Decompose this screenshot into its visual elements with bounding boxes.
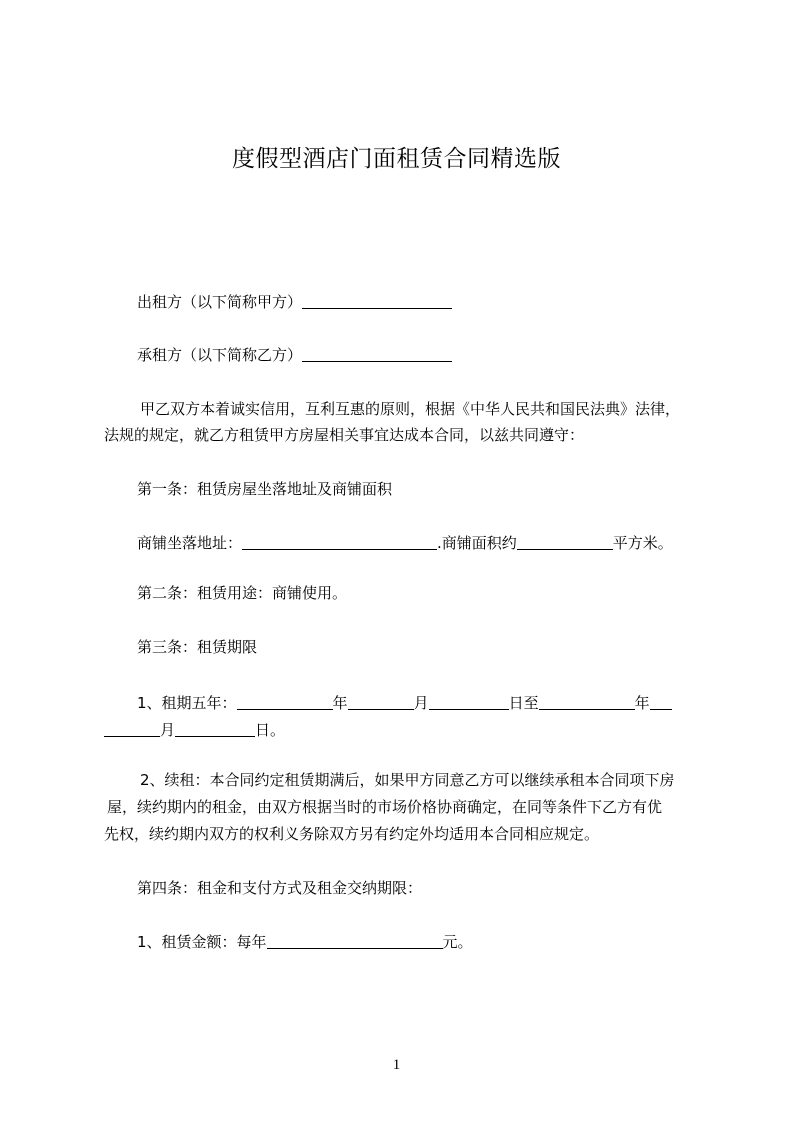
lessor-line <box>137 293 452 310</box>
end-month-blank-start[interactable] <box>650 694 672 710</box>
start-year-blank[interactable] <box>237 694 333 710</box>
rent-line <box>137 933 473 950</box>
address-label: 商铺坐落地址： <box>137 534 243 552</box>
start-day-unit: 日至 <box>508 694 539 712</box>
renewal-line-3: 先权，续约期内双方的权利义务除双方另有约定外均适用本合同相应规定。 <box>104 825 600 843</box>
term-label: 1、租期五年： <box>137 694 237 712</box>
lessee-line <box>137 346 452 363</box>
article2-heading: 第二条：租赁用途：商铺使用。 <box>137 584 348 602</box>
address-line <box>137 534 673 551</box>
rent-unit: 元。 <box>442 933 473 951</box>
rent-label: 1、租赁金额：每年 <box>137 933 267 951</box>
end-month-unit: 月 <box>160 721 176 739</box>
area-blank[interactable] <box>517 534 613 550</box>
article1-heading: 第一条：租赁房屋坐落地址及商铺面积 <box>137 480 393 498</box>
renewal-line-1: 2、续租：本合同约定租赁期满后，如果甲方同意乙方可以继续承租本合同项下房 <box>140 771 675 789</box>
start-month-blank[interactable] <box>348 694 414 710</box>
document-title: 度假型酒店门面租赁合同精选版 <box>232 146 561 172</box>
article4-heading: 第四条：租金和支付方式及租金交纳期限： <box>137 879 423 897</box>
area-label: .商铺面积约 <box>437 534 517 552</box>
start-year-unit: 年 <box>332 694 348 712</box>
lessor-blank[interactable] <box>302 293 452 309</box>
intro-line-1: 甲乙双方本着诚实信用，互利互惠的原则，根据《中华人民共和国民法典》法律， <box>140 400 681 418</box>
lessee-blank[interactable] <box>302 346 452 362</box>
end-year-blank[interactable] <box>539 694 635 710</box>
start-day-blank[interactable] <box>429 694 509 710</box>
term-line-1 <box>137 694 672 711</box>
rent-blank[interactable] <box>267 933 443 949</box>
intro-line-2: 法规的规定，就乙方租赁甲方房屋相关事宜达成本合同，以兹共同遵守： <box>104 426 585 444</box>
lessee-label: 承租方（以下简称乙方） <box>137 346 303 364</box>
page-number: 1 <box>392 1057 401 1073</box>
end-day-blank[interactable] <box>175 721 255 737</box>
address-blank[interactable] <box>242 534 437 550</box>
end-month-blank[interactable] <box>104 721 160 737</box>
article3-heading: 第三条：租赁期限 <box>137 638 258 656</box>
area-unit: 平方米。 <box>612 534 673 552</box>
end-year-unit: 年 <box>634 694 650 712</box>
lessor-label: 出租方（以下简称甲方） <box>137 293 303 311</box>
renewal-line-2: 屋，续约期内的租金，由双方根据当时的市场价格协商确定，在同等条件下乙方有优 <box>107 798 663 816</box>
term-line-2 <box>104 721 285 738</box>
end-day-unit: 日。 <box>255 721 286 739</box>
start-month-unit: 月 <box>413 694 429 712</box>
